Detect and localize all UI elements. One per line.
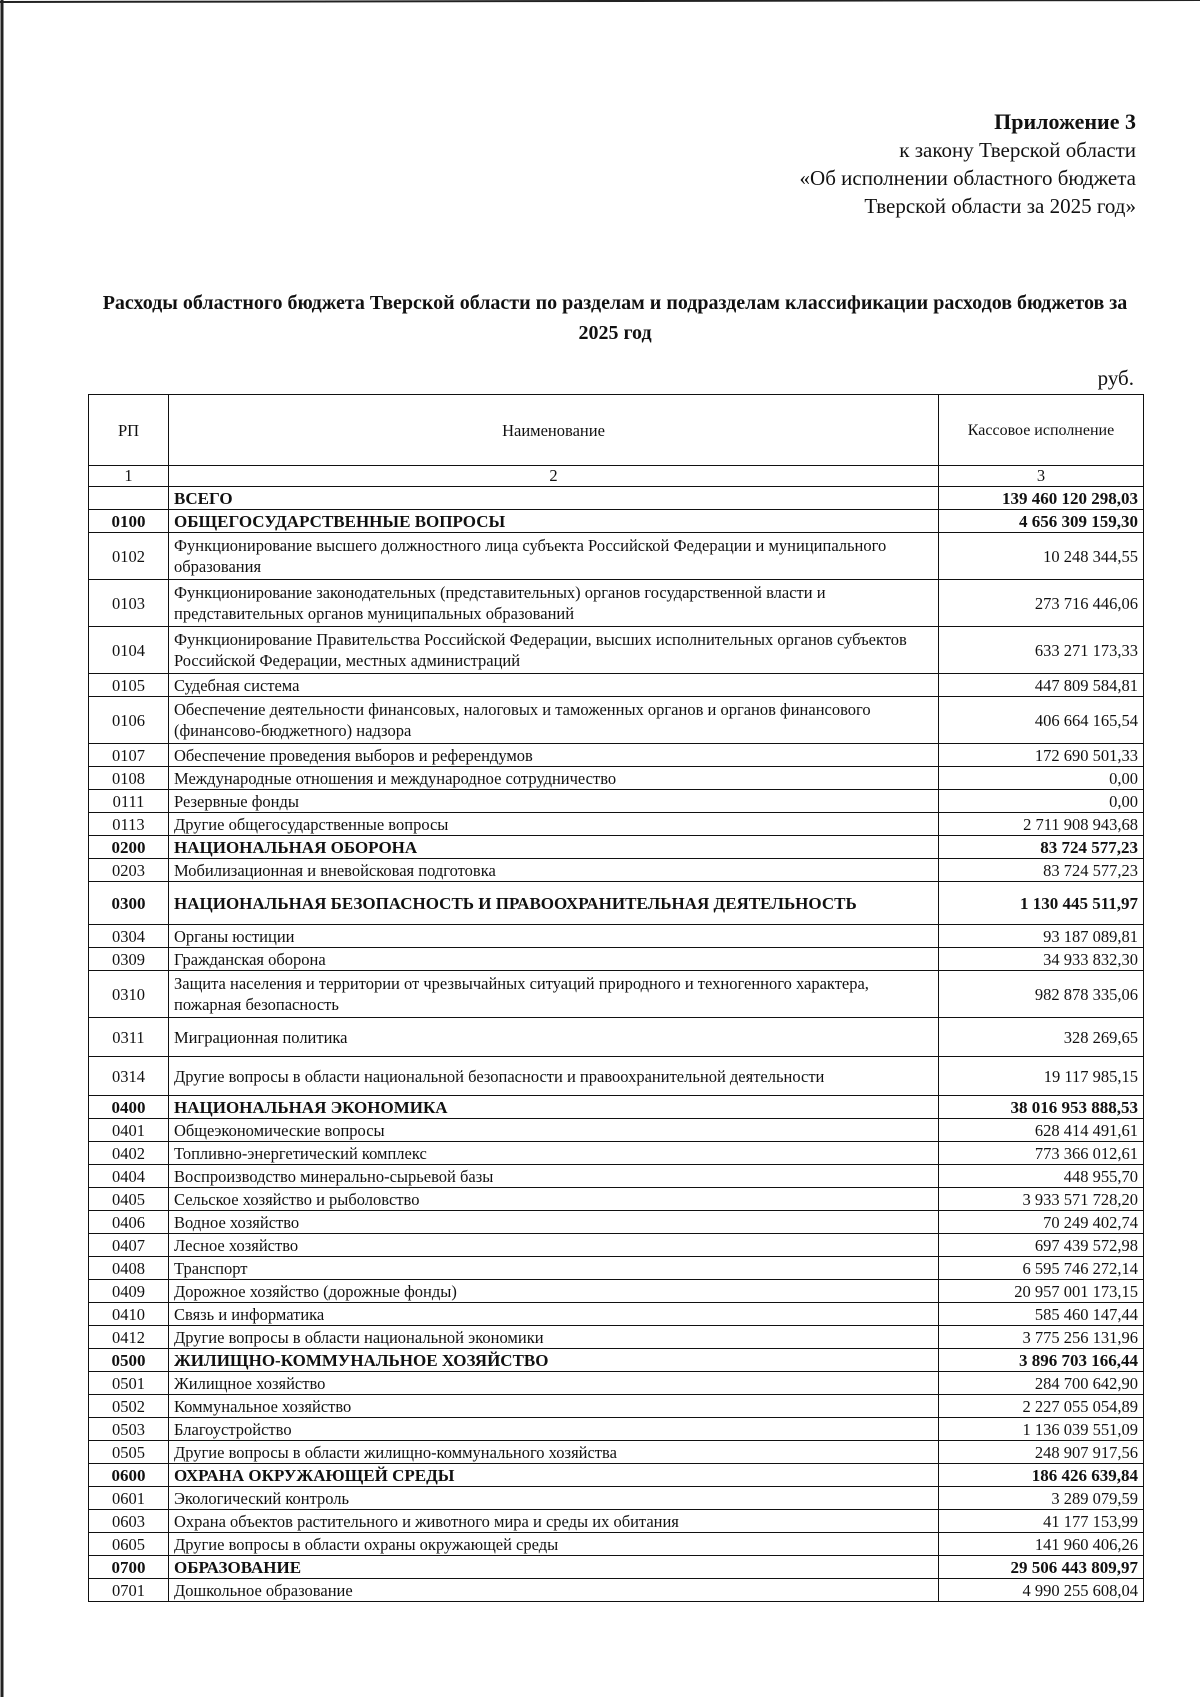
row-amount: 6 595 746 272,14	[939, 1257, 1144, 1280]
row-amount: 447 809 584,81	[939, 674, 1144, 697]
annex-line-2: «Об исполнении областного бюджета	[799, 166, 1136, 190]
subsection-row	[89, 948, 1144, 971]
row-amount: 83 724 577,23	[939, 859, 1144, 882]
row-name: ОХРАНА ОКРУЖАЮЩЕЙ СРЕДЫ	[169, 1464, 939, 1487]
row-name: Дорожное хозяйство (дорожные фонды)	[169, 1280, 939, 1303]
subsection-row	[89, 1395, 1144, 1418]
annex-line-3: Тверской области за 2025 год»	[864, 194, 1136, 218]
row-code	[89, 487, 169, 510]
row-code: 0309	[89, 948, 169, 971]
row-name: Резервные фонды	[169, 790, 939, 813]
annex-line-1: к закону Тверской области	[899, 138, 1136, 162]
row-name: Дошкольное образование	[169, 1579, 939, 1602]
subsection-row	[89, 1188, 1144, 1211]
row-name: Топливно-энергетический комплекс	[169, 1142, 939, 1165]
row-code: 0111	[89, 790, 169, 813]
row-name: Функционирование Правительства Российской Федерации, высших исполнительных органов субъектов Российской Федерации, местных администраций	[169, 627, 939, 674]
row-name: Другие вопросы в области национальной экономики	[169, 1326, 939, 1349]
row-amount: 2 227 055 054,89	[939, 1395, 1144, 1418]
row-amount: 628 414 491,61	[939, 1119, 1144, 1142]
row-name: Лесное хозяйство	[169, 1234, 939, 1257]
subsection-row	[89, 1510, 1144, 1533]
subsection-row	[89, 1533, 1144, 1556]
row-code: 0603	[89, 1510, 169, 1533]
row-code: 0409	[89, 1280, 169, 1303]
row-amount: 4 656 309 159,30	[939, 510, 1144, 533]
row-code: 0501	[89, 1372, 169, 1395]
row-code: 0412	[89, 1326, 169, 1349]
row-code: 0105	[89, 674, 169, 697]
row-amount: 448 955,70	[939, 1165, 1144, 1188]
subsection-row	[89, 1487, 1144, 1510]
row-amount: 186 426 639,84	[939, 1464, 1144, 1487]
section-row	[89, 1096, 1144, 1119]
row-code: 0102	[89, 533, 169, 580]
row-name: ЖИЛИЩНО-КОММУНАЛЬНОЕ ХОЗЯЙСТВО	[169, 1349, 939, 1372]
numbering-code: 1	[89, 466, 169, 487]
subsection-row	[89, 1441, 1144, 1464]
document-title: Расходы областного бюджета Тверской области по разделам и подразделам классификации расходов бюджетов за 2025 год	[102, 292, 1128, 344]
row-name: ВСЕГО	[169, 487, 939, 510]
row-code: 0200	[89, 836, 169, 859]
header-amount: Кассовое исполнение	[939, 395, 1144, 466]
row-code: 0103	[89, 580, 169, 627]
numbering-amount: 3	[939, 466, 1144, 487]
row-name: НАЦИОНАЛЬНАЯ БЕЗОПАСНОСТЬ И ПРАВООХРАНИТЕЛЬНАЯ ДЕЯТЕЛЬНОСТЬ	[169, 882, 939, 925]
row-amount: 20 957 001 173,15	[939, 1280, 1144, 1303]
row-name: Обеспечение деятельности финансовых, налоговых и таможенных органов и органов финансового (финансово-бюджетного) надзора	[169, 697, 939, 744]
row-name: ОБРАЗОВАНИЕ	[169, 1556, 939, 1579]
subsection-row	[89, 1257, 1144, 1280]
subsection-row	[89, 1303, 1144, 1326]
row-amount: 10 248 344,55	[939, 533, 1144, 580]
subsection-row	[89, 859, 1144, 882]
row-code: 0304	[89, 925, 169, 948]
row-amount: 139 460 120 298,03	[939, 487, 1144, 510]
row-name: Коммунальное хозяйство	[169, 1395, 939, 1418]
row-code: 0601	[89, 1487, 169, 1510]
row-amount: 273 716 446,06	[939, 580, 1144, 627]
row-amount: 982 878 335,06	[939, 971, 1144, 1018]
row-amount: 93 187 089,81	[939, 925, 1144, 948]
row-amount: 585 460 147,44	[939, 1303, 1144, 1326]
row-code: 0400	[89, 1096, 169, 1119]
annex-block	[800, 108, 1136, 220]
subsection-row	[89, 697, 1144, 744]
row-code: 0406	[89, 1211, 169, 1234]
row-amount: 1 130 445 511,97	[939, 882, 1144, 925]
row-code: 0310	[89, 971, 169, 1018]
budget-table	[88, 394, 1144, 1602]
row-code: 0700	[89, 1556, 169, 1579]
row-name: Обеспечение проведения выборов и референдумов	[169, 744, 939, 767]
row-amount: 141 960 406,26	[939, 1533, 1144, 1556]
row-code: 0404	[89, 1165, 169, 1188]
row-code: 0401	[89, 1119, 169, 1142]
header-code: РП	[89, 395, 169, 466]
subsection-row	[89, 1280, 1144, 1303]
row-name: Другие вопросы в области национальной безопасности и правоохранительной деятельности	[169, 1057, 939, 1096]
row-amount: 3 896 703 166,44	[939, 1349, 1144, 1372]
subsection-row	[89, 674, 1144, 697]
subsection-row	[89, 925, 1144, 948]
numbering-name: 2	[169, 466, 939, 487]
row-amount: 633 271 173,33	[939, 627, 1144, 674]
row-name: Охрана объектов растительного и животного мира и среды их обитания	[169, 1510, 939, 1533]
subsection-row	[89, 1165, 1144, 1188]
section-row	[89, 882, 1144, 925]
row-code: 0503	[89, 1418, 169, 1441]
row-amount: 2 711 908 943,68	[939, 813, 1144, 836]
units-label: руб.	[1097, 366, 1134, 390]
section-row	[89, 1464, 1144, 1487]
row-amount: 0,00	[939, 790, 1144, 813]
subsection-row	[89, 971, 1144, 1018]
row-amount: 3 933 571 728,20	[939, 1188, 1144, 1211]
subsection-row	[89, 1234, 1144, 1257]
annex-title: Приложение 3	[994, 109, 1136, 134]
subsection-row	[89, 813, 1144, 836]
row-amount: 3 289 079,59	[939, 1487, 1144, 1510]
row-name: Другие вопросы в области охраны окружающей среды	[169, 1533, 939, 1556]
subsection-row	[89, 627, 1144, 674]
row-code: 0402	[89, 1142, 169, 1165]
row-code: 0107	[89, 744, 169, 767]
row-amount: 41 177 153,99	[939, 1510, 1144, 1533]
row-name: ОБЩЕГОСУДАРСТВЕННЫЕ ВОПРОСЫ	[169, 510, 939, 533]
section-row	[89, 487, 1144, 510]
section-row	[89, 510, 1144, 533]
row-amount: 328 269,65	[939, 1018, 1144, 1057]
row-amount: 29 506 443 809,97	[939, 1556, 1144, 1579]
subsection-row	[89, 1142, 1144, 1165]
row-name: Водное хозяйство	[169, 1211, 939, 1234]
row-code: 0410	[89, 1303, 169, 1326]
row-amount: 1 136 039 551,09	[939, 1418, 1144, 1441]
row-amount: 248 907 917,56	[939, 1441, 1144, 1464]
subsection-row	[89, 767, 1144, 790]
row-code: 0113	[89, 813, 169, 836]
subsection-row	[89, 1057, 1144, 1096]
header-name: Наименование	[169, 395, 939, 466]
row-code: 0605	[89, 1533, 169, 1556]
subsection-row	[89, 1211, 1144, 1234]
subsection-row	[89, 744, 1144, 767]
row-name: Другие общегосударственные вопросы	[169, 813, 939, 836]
row-code: 0600	[89, 1464, 169, 1487]
row-name: НАЦИОНАЛЬНАЯ ЭКОНОМИКА	[169, 1096, 939, 1119]
row-code: 0104	[89, 627, 169, 674]
subsection-row	[89, 790, 1144, 813]
row-code: 0502	[89, 1395, 169, 1418]
row-name: Гражданская оборона	[169, 948, 939, 971]
row-code: 0203	[89, 859, 169, 882]
subsection-row	[89, 1326, 1144, 1349]
row-code: 0311	[89, 1018, 169, 1057]
row-amount: 0,00	[939, 767, 1144, 790]
row-amount: 284 700 642,90	[939, 1372, 1144, 1395]
row-amount: 773 366 012,61	[939, 1142, 1144, 1165]
row-amount: 172 690 501,33	[939, 744, 1144, 767]
row-code: 0108	[89, 767, 169, 790]
row-amount: 70 249 402,74	[939, 1211, 1144, 1234]
row-name: Защита населения и территории от чрезвычайных ситуаций природного и техногенного характера, пожарная безопасность	[169, 971, 939, 1018]
row-amount: 697 439 572,98	[939, 1234, 1144, 1257]
row-code: 0407	[89, 1234, 169, 1257]
row-amount: 34 933 832,30	[939, 948, 1144, 971]
row-amount: 406 664 165,54	[939, 697, 1144, 744]
row-name: Общеэкономические вопросы	[169, 1119, 939, 1142]
row-amount: 4 990 255 608,04	[939, 1579, 1144, 1602]
row-name: Благоустройство	[169, 1418, 939, 1441]
subsection-row	[89, 1119, 1144, 1142]
table-header-row	[89, 395, 1144, 466]
subsection-row	[89, 580, 1144, 627]
row-code: 0500	[89, 1349, 169, 1372]
row-name: Органы юстиции	[169, 925, 939, 948]
row-name: Экологический контроль	[169, 1487, 939, 1510]
row-name: Функционирование законодательных (представительных) органов государственной власти и представительных органов муниципальных образований	[169, 580, 939, 627]
subsection-row	[89, 1372, 1144, 1395]
row-name: Воспроизводство минерально-сырьевой базы	[169, 1165, 939, 1188]
section-row	[89, 1349, 1144, 1372]
row-code: 0314	[89, 1057, 169, 1096]
row-code: 0106	[89, 697, 169, 744]
row-name: Транспорт	[169, 1257, 939, 1280]
row-code: 0701	[89, 1579, 169, 1602]
row-name: Миграционная политика	[169, 1018, 939, 1057]
section-row	[89, 836, 1144, 859]
row-code: 0505	[89, 1441, 169, 1464]
section-row	[89, 1556, 1144, 1579]
table-numbering-row	[89, 466, 1144, 487]
row-amount: 19 117 985,15	[939, 1057, 1144, 1096]
row-name: Жилищное хозяйство	[169, 1372, 939, 1395]
table-body	[89, 487, 1144, 1602]
row-code: 0408	[89, 1257, 169, 1280]
row-name: Связь и информатика	[169, 1303, 939, 1326]
row-name: Судебная система	[169, 674, 939, 697]
row-name: НАЦИОНАЛЬНАЯ ОБОРОНА	[169, 836, 939, 859]
row-code: 0300	[89, 882, 169, 925]
subsection-row	[89, 1418, 1144, 1441]
subsection-row	[89, 533, 1144, 580]
row-code: 0405	[89, 1188, 169, 1211]
row-name: Международные отношения и международное сотрудничество	[169, 767, 939, 790]
row-name: Мобилизационная и вневойсковая подготовка	[169, 859, 939, 882]
row-amount: 83 724 577,23	[939, 836, 1144, 859]
subsection-row	[89, 1579, 1144, 1602]
row-name: Функционирование высшего должностного лица субъекта Российской Федерации и муниципального образования	[169, 533, 939, 580]
subsection-row	[89, 1018, 1144, 1057]
row-amount: 38 016 953 888,53	[939, 1096, 1144, 1119]
row-name: Другие вопросы в области жилищно-коммунального хозяйства	[169, 1441, 939, 1464]
row-code: 0100	[89, 510, 169, 533]
row-name: Сельское хозяйство и рыболовство	[169, 1188, 939, 1211]
row-amount: 3 775 256 131,96	[939, 1326, 1144, 1349]
